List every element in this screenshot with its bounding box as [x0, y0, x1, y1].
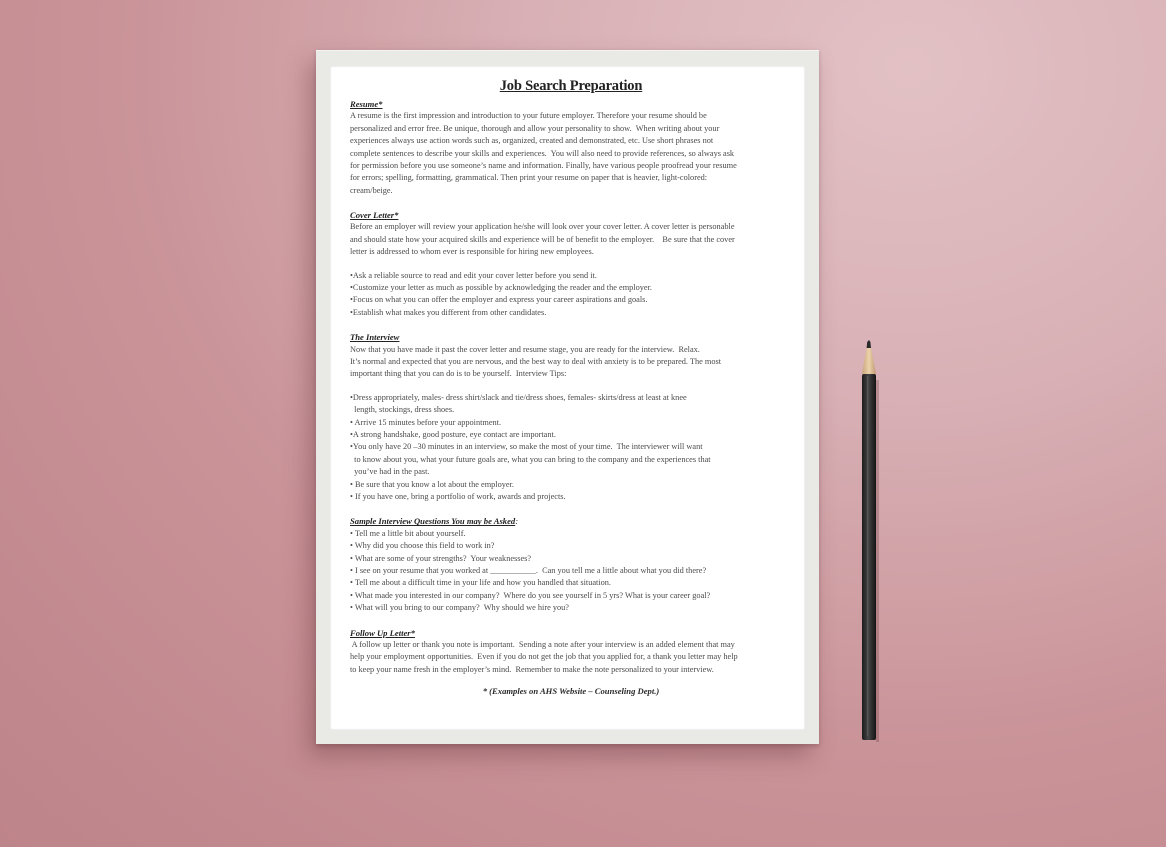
spacer — [350, 259, 792, 270]
document-title: Job Search Preparation — [499, 78, 643, 94]
bullet-item: •Customize your letter as much as possible by acknowledging the reader and the employer. — [350, 283, 652, 293]
bullet-item: •A strong handshake, good posture, eye contact are important. — [350, 430, 556, 440]
section-heading-suffix: : — [515, 516, 519, 527]
text-line: help your employment opportunities. Even if you do not get the job that you applied for, a thank you letter may help — [350, 652, 738, 662]
section-follow-up-letter — [350, 627, 792, 677]
pencil-body — [862, 374, 876, 740]
question-item: • I see on your resume that you worked at ___________. Can you tell me a little about what you did there? — [350, 565, 707, 575]
bullet-item: • Arrive 15 minutes before your appointment. — [350, 417, 502, 427]
pencil-lead — [867, 340, 871, 348]
bullet-item: • If you have one, bring a portfolio of work, awards and projects. — [350, 492, 566, 502]
bullet-item: • Be sure that you know a lot about the employer. — [350, 479, 514, 489]
bullet-item: length, stockings, dress shoes. — [350, 405, 455, 415]
bullet-item: •Dress appropriately, males- dress shirt/slack and tie/dress shoes, females- skirts/dress at least at knee — [350, 392, 687, 402]
pencil-wood-tip — [862, 348, 876, 374]
section-heading — [350, 515, 792, 527]
text-line: for errors; spelling, formatting, grammatical. Then print your resume on paper that is heavier, light-colored: — [350, 173, 708, 183]
section-heading-text: Sample Interview Questions You may be Asked — [350, 516, 516, 527]
pencil-highlight — [867, 376, 868, 736]
pencil-shadow — [876, 380, 879, 742]
section-heading: The Interview — [350, 332, 400, 343]
text-line: complete sentences to describe your skills and experiences. You will also need to provide references, so always ask — [350, 148, 735, 158]
question-item: • What will you bring to our company? Why should we hire you? — [350, 603, 569, 613]
question-item: • Tell me a little bit about yourself. — [350, 528, 466, 538]
text-line: experiences always use action words such as, organized, created and demonstrated, etc. Use short phrases not — [350, 136, 714, 146]
text-line: A resume is the first impression and introduction to your future employer. Therefore your resume should be — [350, 111, 707, 121]
bullet-item: •Establish what makes you different from other candidates. — [350, 307, 547, 317]
text-line: cream/beige. — [350, 185, 393, 195]
spacer — [350, 197, 792, 209]
question-item: • Why did you choose this field to work in? — [350, 541, 495, 551]
spacer — [350, 381, 792, 392]
question-item: • What made you interested in our company? Where do you see yourself in 5 yrs? What is your career goal? — [350, 590, 711, 600]
section-resume — [350, 98, 792, 197]
bullet-item: •You only have 20 –30 minutes in an interview, so make the most of your time. The interviewer will want — [350, 442, 703, 452]
text-line: important thing that you can do is to be yourself. Interview Tips: — [350, 369, 567, 379]
section-cover-letter — [350, 209, 792, 319]
spacer — [350, 615, 792, 627]
question-item: • Tell me about a difficult time in your life and how you handled that situation. — [350, 578, 612, 588]
bullet-item: •Focus on what you can offer the employer and express your career aspirations and goals. — [350, 295, 648, 305]
text-line: letter is addressed to whom ever is responsible for hiring new employees. — [350, 247, 594, 257]
pencil — [859, 340, 879, 743]
text-line: Now that you have made it past the cover letter and resume stage, you are ready for the interview. Relax. — [350, 344, 700, 354]
text-line: to keep your name fresh in the employer’s mind. Remember to make the note personalized to your interview. — [350, 664, 714, 674]
section-heading: Cover Letter* — [350, 210, 399, 221]
framed-document — [316, 50, 819, 744]
footnote: * (Examples on AHS Website – Counseling Dept.) — [482, 686, 660, 697]
document-page — [330, 66, 805, 730]
text-line: personalized and error free. Be unique, thorough and allow your personality to show. When writing about your — [350, 123, 720, 133]
text-line: for permission before you use someone’s name and information. Finally, have various people proofread your resume — [350, 160, 737, 170]
section-heading: Resume* — [350, 99, 383, 109]
section-heading: Follow Up Letter* — [350, 627, 415, 638]
spacer — [350, 503, 792, 515]
bullet-item: •Ask a reliable source to read and edit your cover letter before you send it. — [350, 270, 597, 280]
text-line: and should state how your acquired skills and experience will be of benefit to the employer. Be sure that the cover — [350, 234, 735, 244]
text-line: A follow up letter or thank you note is important. Sending a note after your interview is an added element that may — [350, 639, 735, 649]
section-sample-questions — [350, 515, 792, 614]
section-interview — [350, 331, 792, 503]
bullet-item: to know about you, what your future goals are, what you can bring to the company and the experiences that — [350, 454, 711, 464]
text-line: It’s normal and expected that you are nervous, and the best way to deal with anxiety is to be prepared. The most — [350, 356, 722, 366]
text-line: Before an employer will review your application he/she will look over your cover letter. A cover letter is personable — [350, 222, 735, 232]
question-item: • What are some of your strengths? Your weaknesses? — [350, 553, 532, 563]
spacer — [350, 319, 792, 331]
bullet-item: you’ve had in the past. — [350, 467, 430, 477]
